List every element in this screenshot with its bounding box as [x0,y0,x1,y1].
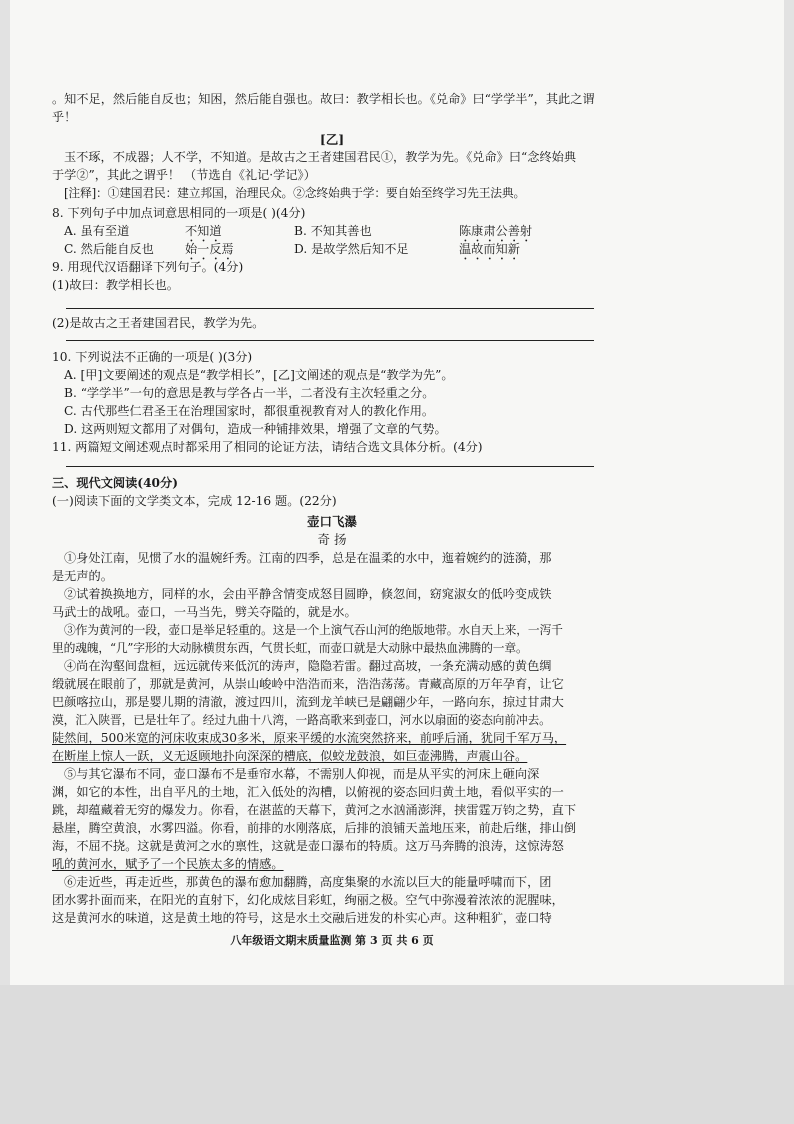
q8-stem: 8. 下列句子中加点词意思相同的一项是( )(4分) [52,206,306,220]
q8-option-a-pair: 不知道 [185,224,222,238]
q8-option-c: C. 然后能自反也 [64,242,154,256]
passage-b-intro-line-2: 乎！ [52,110,77,124]
q8-option-a: A. 虽有至道 [64,224,130,238]
article-para-5-line-2: 渊，如它的本性，出自平凡的土地，汇入低处的沟槽，以俯视的姿态回归黄土地，看似平实的一 [52,785,564,799]
article-para-4-line-6-underlined: 在断崖上惊人一跃，义无返顾地扑向深深的槽底，似蛟龙鼓浪，如巨壶沸腾，声震山谷。 [52,749,528,763]
article-para-4-line-5-underlined: 陡然间，500米宽的河床收束成30多米，原来平缓的水流突然挤来，前呼后涌，犹同千军万马， [52,731,567,745]
article-para-4-line-1: ④尚在沟壑间盘桓，远远就传来低沉的涛声，隐隐若雷。翻过高坡，一条充满动感的黄色绸 [64,659,552,673]
q8-option-b-pair: 陈康肃公善射 [459,224,533,238]
article-title: 壶口飞瀑 [306,514,357,529]
article-para-5-line-4: 悬崖，腾空黄浪，水雾四溢。你看，前排的水刚落底，后排的浪铺天盖地压来，前赴后继，排山倒 [52,821,577,835]
q10-stem: 10. 下列说法不正确的一项是( )(3分) [52,350,253,364]
q10-option-c: C. 古代那些仁君圣王在治理国家时，都很重视教育对人的教化作用。 [64,404,435,418]
article-para-6-line-3: 这是黄河水的味道，这是黄土地的符号，这是水土交融后迸发的朴实心声。这种粗犷，壶口特 [52,911,552,925]
section-3-subheading: (一)阅读下面的文学类文本，完成 12-16 题。(22分) [52,494,337,508]
passage-b-intro-line-1: 。知不足，然后能自反也；知困，然后能自强也。故曰：教学相长也。《兑命》曰“学学半”，其此之谓 [52,92,595,106]
article-para-1-line-1: ①身处江南，见惯了水的温婉纤秀。江南的四季，总是在温柔的水中，迤着婉约的涟漪，那 [64,551,552,565]
article-para-5-line-5: 海，不屈不挠。这就是黄河之水的禀性，这就是壶口瀑布的特质。这万马奔腾的浪涛，这惊涛怒 [52,839,564,853]
article-para-4-line-4: 漠，汇入陕晋，已是壮年了。经过九曲十八湾，一路高歌来到壶口，河水以扇面的姿态向前冲去。 [52,713,551,727]
article-para-4-line-2: 缎就展在眼前了，那就是黄河，从崇山峻岭中浩浩而来，浩浩荡荡。青藏高原的万年孕育，让它 [52,677,564,691]
q10-option-a: A. [甲]文要阐述的观点是“教学相长”，[乙]文阐述的观点是“教学为先”。 [64,368,454,382]
q8-option-b: B. 不知其善也 [294,224,372,238]
passage-b-line-2: 于学②”，其此之谓乎！ （节选自《礼记·学记》） [52,168,316,182]
passage-b-notes: [注释]：①建国君民：建立邦国，治理民众。②念终始典于学：要自始至终学习先王法典。 [64,186,526,200]
article-para-6-line-2: 团水雾扑面而来，在阳光的直射下，幻化成炫目彩虹，绚丽之极。空气中弥漫着浓浓的泥腥味， [52,893,564,907]
article-author: 奇 扬 [317,532,347,547]
q8-option-d-pair: 温故而知新 [459,242,520,256]
article-para-2-line-1: ②试着换换地方，同样的水，会由平静含情变成怒目圆睁，倏忽间，窈窕淑女的低吟变成铁 [64,587,552,601]
q9-answer-line-2 [66,340,594,341]
q8-option-c-pair: 始一反焉 [185,242,234,256]
q10-option-b: B. “学学半”一句的意思是教与学各占一半，二者没有主次轻重之分。 [64,386,435,400]
q9-answer-line-1 [66,308,594,309]
article-para-1-line-2: 是无声的。 [52,569,113,583]
article-para-6-line-1: ⑥走近些，再走近些，那黄色的瀑布愈加翻腾，高度集聚的水流以巨大的能量呼啸而下，团 [64,875,552,889]
article-para-5-line-6-underlined: 吼的黄河水，赋予了一个民族太多的情感。 [52,857,284,871]
passage-b-title: [乙] [319,132,345,147]
article-para-5-line-1: ⑤与其它瀑布不同，壶口瀑布不是垂帘水幕，不需别人仰视，而是从平实的河床上砸向深 [64,767,540,781]
article-para-4-line-3: 巴颜喀拉山，那是婴儿期的清澈，渡过四川，流到龙羊峡已是翩翩少年，一路向东，掠过甘肃大 [52,695,564,709]
q11-answer-line [66,466,594,467]
q9-item-2: (2)是故古之王者建国君民，教学为先。 [52,316,265,330]
article-para-3-line-2: 里的魂魄，“几”字形的大动脉横贯东西，气贯长虹，而壶口就是大动脉中最热血沸腾的一章。 [52,641,528,655]
q8-option-d: D. 是故学然后知不足 [294,242,409,256]
q9-stem: 9. 用现代汉语翻译下列句子。(4分) [52,260,244,274]
page-footer: 八年级语文期末质量监测 第 3 页 共 6 页 [230,934,434,947]
article-para-2-line-2: 马武士的战吼。壶口，一马当先，劈关夺隘的，就是水。 [52,605,357,619]
q10-option-d: D. 这两则短文都用了对偶句，造成一种铺排效果，增强了文章的气势。 [64,422,447,436]
passage-b-line-1: 玉不琢，不成器；人不学，不知道。是故古之王者建国君民①，教学为先。《兑命》曰“念终始典 [64,150,577,164]
section-3-heading: 三、现代文阅读(40分) [52,476,178,490]
scanner-margin [0,985,794,1124]
article-para-5-line-3: 跳，却蕴藏着无穷的爆发力。你看，在湛蓝的天幕下，黄河之水汹涌澎湃，挟雷霆万钧之势，直下 [52,803,577,817]
q11-stem: 11. 两篇短文阐述观点时都采用了相同的论证方法，请结合选文具体分析。(4分) [52,440,483,454]
q9-item-1: (1)故曰：教学相长也。 [52,278,179,292]
article-para-3-line-1: ③作为黄河的一段，壶口是举足轻重的。这是一个上演气吞山河的绝版地带。水自天上来，一泻千 [64,623,563,637]
